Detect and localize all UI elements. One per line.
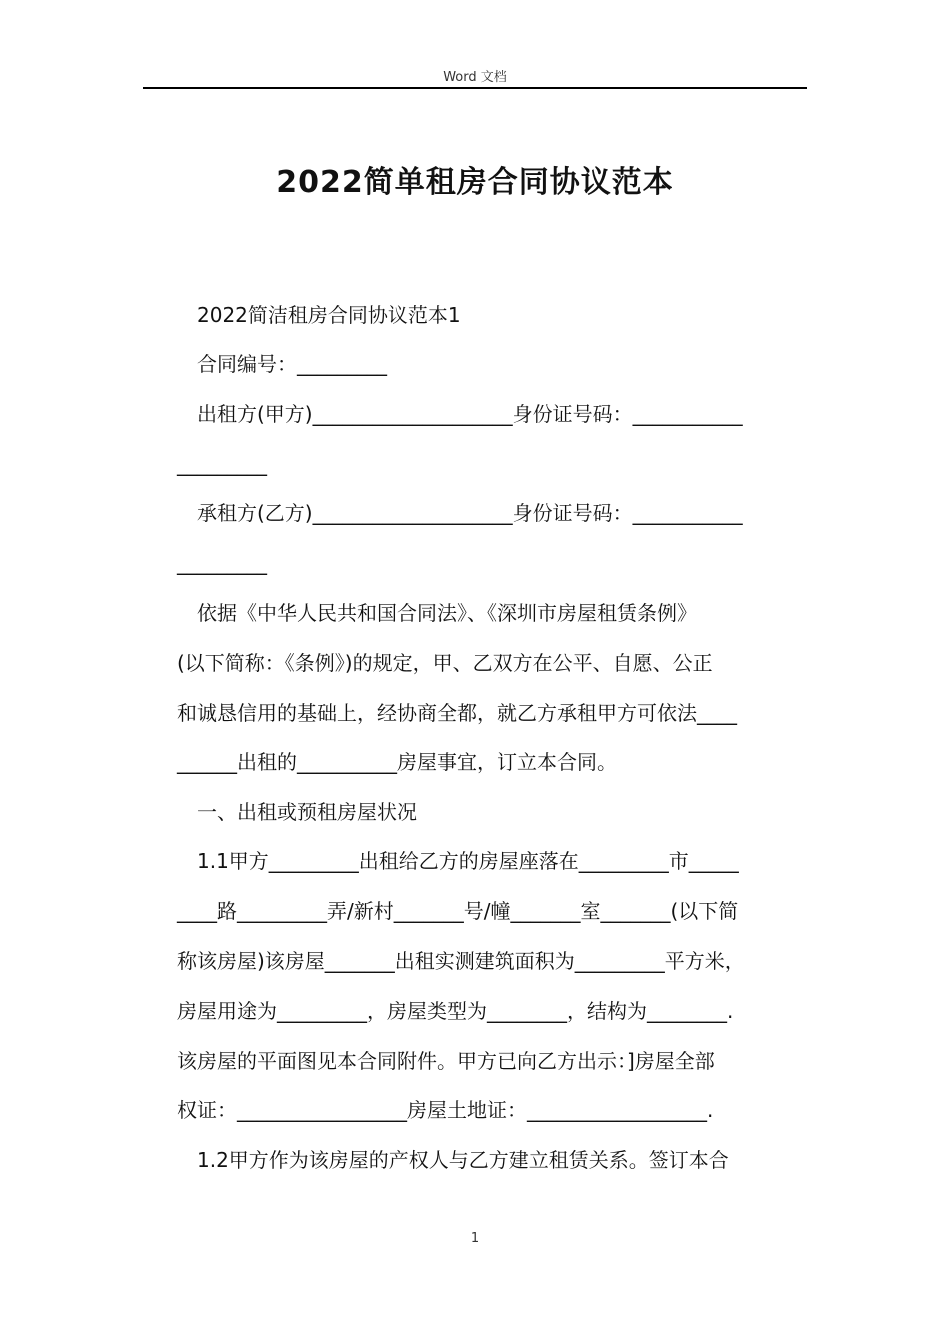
body-line: 2022简洁租房合同协议范本1 xyxy=(177,303,461,327)
body-line: 依据《中华人民共和国合同法》、《深圳市房屋租赁条例》 xyxy=(177,601,697,625)
page-number: 1 xyxy=(470,1231,480,1246)
body-line: 该房屋的平面图见本合同附件。甲方已向乙方出示：]房屋全部 xyxy=(177,1049,715,1073)
body-line: _________ xyxy=(177,452,267,476)
header-divider xyxy=(143,87,807,89)
body-line: ______出租的__________房屋事宜，订立本合同。 xyxy=(177,750,617,774)
body-line: 出租方(甲方)____________________身份证号码：___________ xyxy=(177,402,743,426)
section-heading: 一、出租或预租房屋状况 xyxy=(177,800,417,824)
body-line: 1.1甲方_________出租给乙方的房屋座落在_________市_____ xyxy=(177,849,739,873)
body-line: 房屋用途为_________，房屋类型为________，结构为________. xyxy=(177,999,734,1023)
document-title: 2022简单租房合同协议范本 xyxy=(276,165,674,200)
body-line: 1.2甲方作为该房屋的产权人与乙方建立租赁关系。签订本合 xyxy=(177,1148,729,1172)
body-line: 权证：_________________房屋土地证：__________________. xyxy=(177,1098,714,1122)
body-line: (以下简称：《条例》)的规定，甲、乙双方在公平、自愿、公正 xyxy=(177,651,713,675)
body-line: _________ xyxy=(177,551,267,575)
body-line: 承租方(乙方)____________________身份证号码：___________ xyxy=(177,501,743,525)
body-line: ____路_________弄/新村_______号/幢_______室_______(以下简 xyxy=(177,899,739,923)
body-line: 和诚恳信用的基础上，经协商全都，就乙方承租甲方可依法____ xyxy=(177,701,737,725)
body-line: 合同编号：_________ xyxy=(177,352,387,376)
body-line: 称该房屋)该房屋_______出租实测建筑面积为_________平方米， xyxy=(177,949,745,973)
page-header-label: Word 文档 xyxy=(443,70,507,85)
